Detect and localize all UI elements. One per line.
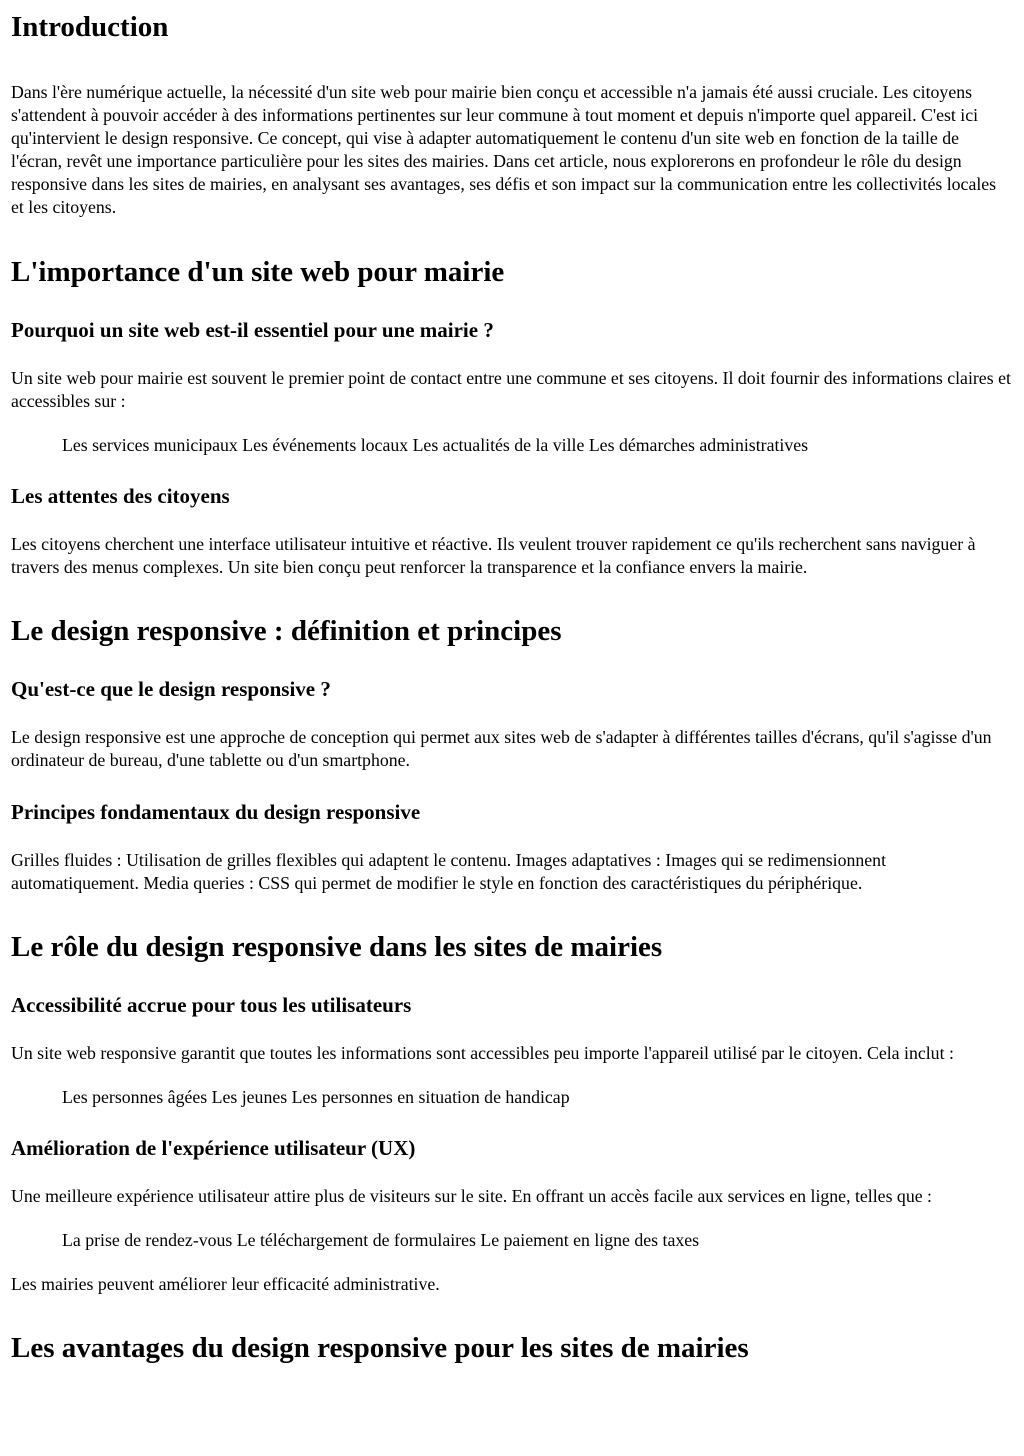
list-services: Les services municipaux Les événements locaux Les actualités de la ville Les démarches administratives — [62, 435, 809, 455]
subheading-accessibilite: Accessibilité accrue pour tous les utilisateurs — [11, 993, 412, 1017]
paragraph-attentes-citoyens: Les citoyens cherchent une interface utilisateur intuitive et réactive. Ils veulent trouver rapidement ce qu'ils recherchent sans naviguer à travers des menus complexes. Un site bien conçu peut renforcer la transparence et la confiance envers la mairie. — [11, 534, 976, 577]
heading-role-design-responsive: Le rôle du design responsive dans les sites de mairies — [11, 931, 663, 963]
subheading-attentes-citoyens: Les attentes des citoyens — [11, 484, 230, 508]
heading-importance-site-web: L'importance d'un site web pour mairie — [11, 256, 505, 288]
heading-design-responsive-definition: Le design responsive : définition et principes — [11, 615, 562, 647]
heading-avantages-design-responsive: Les avantages du design responsive pour les sites de mairies — [11, 1332, 749, 1364]
paragraph-quest-ce-que: Le design responsive est une approche de conception qui permet aux sites web de s'adapter à différentes tailles d'écrans, qu'il s'agisse d'un ordinateur de bureau, d'une tablette ou d'un smartphone. — [11, 727, 992, 770]
paragraph-accessibilite: Un site web responsive garantit que toutes les informations sont accessibles peu importe l'appareil utilisé par le citoyen. Cela inclut : — [11, 1043, 954, 1063]
paragraph-efficacite: Les mairies peuvent améliorer leur efficacité administrative. — [11, 1274, 440, 1294]
subheading-pourquoi-site-web: Pourquoi un site web est-il essentiel pour une mairie ? — [11, 318, 494, 342]
paragraph-experience-utilisateur: Une meilleure expérience utilisateur attire plus de visiteurs sur le site. En offrant un accès facile aux services en ligne, telles que : — [11, 1186, 932, 1206]
article — [0, 10, 1024, 1365]
heading-introduction: Introduction — [11, 11, 169, 43]
subheading-quest-ce-que: Qu'est-ce que le design responsive ? — [11, 677, 331, 701]
paragraph-principes-fondamentaux: Grilles fluides : Utilisation de grilles flexibles qui adaptent le contenu. Images adaptatives : Images qui se redimensionnent automatiquement. Media queries : CSS qui permet de modifier le style en fonction des caractéristiques du périphérique. — [11, 850, 887, 893]
list-services-en-ligne: La prise de rendez-vous Le téléchargement de formulaires Le paiement en ligne des taxes — [62, 1230, 700, 1250]
subheading-principes-fondamentaux: Principes fondamentaux du design responsive — [11, 800, 421, 824]
subheading-experience-utilisateur: Amélioration de l'expérience utilisateur (UX) — [11, 1136, 416, 1160]
intro-paragraph: Dans l'ère numérique actuelle, la nécessité d'un site web pour mairie bien conçu et accessible n'a jamais été aussi cruciale. Les citoyens s'attendent à pouvoir accéder à des informations pertinentes sur leur commune à tout moment et depuis n'importe quel appareil. C'est ici qu'intervient le design responsive. Ce concept, qui vise à adapter automatiquement le contenu d'un site web en fonction de la taille de l'écran, revêt une importance particulière pour les sites des mairies. Dans cet article, nous explorerons en profondeur le rôle du design responsive dans les sites de mairies, en analysant ses avantages, ses défis et son impact sur la communication entre les collectivités locales et les citoyens. — [11, 82, 997, 217]
list-utilisateurs: Les personnes âgées Les jeunes Les personnes en situation de handicap — [62, 1087, 570, 1107]
paragraph-pourquoi-site-web: Un site web pour mairie est souvent le premier point de contact entre une commune et ses citoyens. Il doit fournir des informations claires et accessibles sur : — [11, 368, 1011, 411]
